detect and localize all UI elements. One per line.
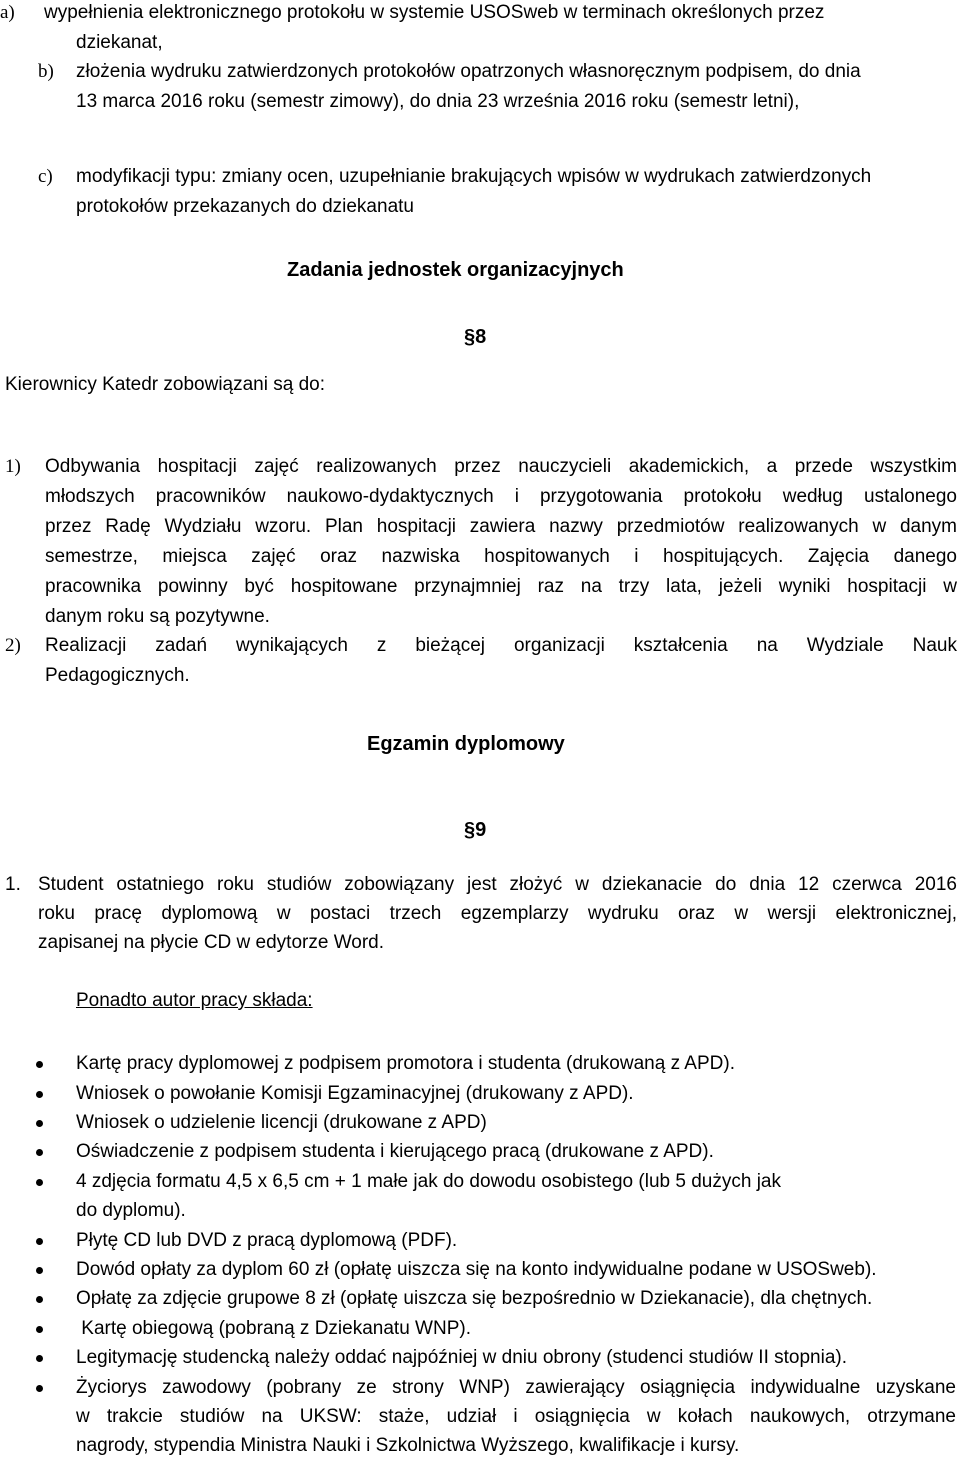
bullet-icon [36,1179,43,1186]
list-item-text: młodszych pracowników naukowo-dydaktycznych i przygotowania protokołu według ustalonego [45,486,957,507]
bullet-icon [36,1267,43,1274]
list-item-text: pracownika powinny być hospitowane przynajmniej raz na trzy lata, jeżeli wyniki hospitacji w [45,576,957,597]
list-item-text: nagrody, stypendia Ministra Nauki i Szkolnictwa Wyższego, kwalifikacje i kursy. [76,1435,740,1456]
list-item-text: 13 marca 2016 roku (semestr zimowy), do dnia 23 września 2016 roku (semestr letni), [76,91,800,112]
bullet-icon [36,1296,43,1303]
list-item-text: Odbywania hospitacji zajęć realizowanych przez nauczycieli akademickich, a przede wszystkim [45,456,957,477]
list-item-text: Kartę obiegową (pobraną z Dziekanatu WNP). [76,1318,471,1339]
bullet-icon [36,1061,43,1068]
list-item-text: Wniosek o udzielenie licencji (drukowane z APD) [76,1112,487,1133]
bullet-icon [36,1149,43,1156]
list-item-text: Oświadczenie z podpisem studenta i kierującego pracą (drukowane z APD). [76,1141,714,1162]
list-item-text: do dyplomu). [76,1200,186,1221]
list-item-text: Student ostatniego roku studiów zobowiązany jest złożyć w dziekanacie do dnia 12 czerwca 2016 [38,874,957,895]
list-item-text: roku pracę dyplomową w postaci trzech egzemplarzy wydruku oraz w wersji elektronicznej, [38,903,957,924]
list-marker: 2) [5,635,21,656]
list-item-text: Realizacji zadań wynikających z bieżącej organizacji kształcenia na Wydziale Nauk [45,635,957,656]
list-item-text: złożenia wydruku zatwierdzonych protokołów opatrzonych własnoręcznym podpisem, do dnia [76,61,861,82]
list-item-text: przez Radę Wydziału wzoru. Plan hospitacji zawiera nazwy przedmiotów realizowanych w danym [45,516,957,537]
list-item-text: Płytę CD lub DVD z pracą dyplomową (PDF). [76,1230,458,1251]
list-item-text: 4 zdjęcia formatu 4,5 x 6,5 cm + 1 małe jak do dowodu osobistego (lub 5 dużych jak [76,1171,781,1192]
list-item-text: w trakcie studiów na UKSW: staże, udział i osiągnięcia w kołach naukowych, otrzymane [76,1406,956,1427]
list-item-text: danym roku są pozytywne. [45,606,270,627]
list-item-text: Opłatę za zdjęcie grupowe 8 zł (opłatę uiszcza się bezpośrednio w Dziekanacie), dla chętnych. [76,1288,873,1309]
list-item-text: zapisanej na płycie CD w edytorze Word. [38,932,385,953]
paragraph-number: §8 [464,326,487,348]
bullet-icon [36,1326,43,1333]
bullet-icon [36,1091,43,1098]
subheading: Ponadto autor pracy składa: [76,990,313,1011]
bullet-icon [36,1355,43,1362]
bullet-icon [36,1238,43,1245]
bullet-icon [36,1120,43,1127]
list-item-text: Wniosek o powołanie Komisji Egzaminacyjnej (drukowany z APD). [76,1083,634,1104]
list-item-text: dziekanat, [76,32,163,53]
bullet-icon [36,1385,43,1392]
section-intro: Kierownicy Katedr zobowiązani są do: [5,374,326,395]
list-marker: a) [0,2,15,23]
list-item-text: Dowód opłaty za dyplom 60 zł (opłatę uiszcza się na konto indywidualne podane w USOSweb). [76,1259,877,1280]
list-item-text: Życiorys zawodowy (pobrany ze strony WNP) zawierający osiągnięcia indywidualne uzyskane [76,1377,956,1398]
list-item-text: protokołów przekazanych do dziekanatu [76,196,414,217]
list-marker: b) [38,61,54,82]
list-marker: 1. [5,874,21,895]
list-item-text: Kartę pracy dyplomowej z podpisem promotora i studenta (drukowaną z APD). [76,1053,735,1074]
list-marker: 1) [5,456,21,477]
list-item-text: Pedagogicznych. [45,665,190,686]
list-marker: c) [38,166,53,187]
section-heading: Egzamin dyplomowy [367,733,565,755]
list-item-text: semestrze, miejsca zajęć oraz nazwiska hospitowanych i hospitujących. Zajęcia danego [45,546,957,567]
list-item-text: wypełnienia elektronicznego protokołu w systemie USOSweb w terminach określonych przez [44,2,825,23]
list-item-text: Legitymację studencką należy oddać najpóźniej w dniu obrony (studenci studiów II stopnia). [76,1347,848,1368]
section-heading: Zadania jednostek organizacyjnych [287,259,624,281]
paragraph-number: §9 [464,819,487,841]
list-item-text: modyfikacji typu: zmiany ocen, uzupełnianie brakujących wpisów w wydrukach zatwierdzonych [76,166,872,187]
